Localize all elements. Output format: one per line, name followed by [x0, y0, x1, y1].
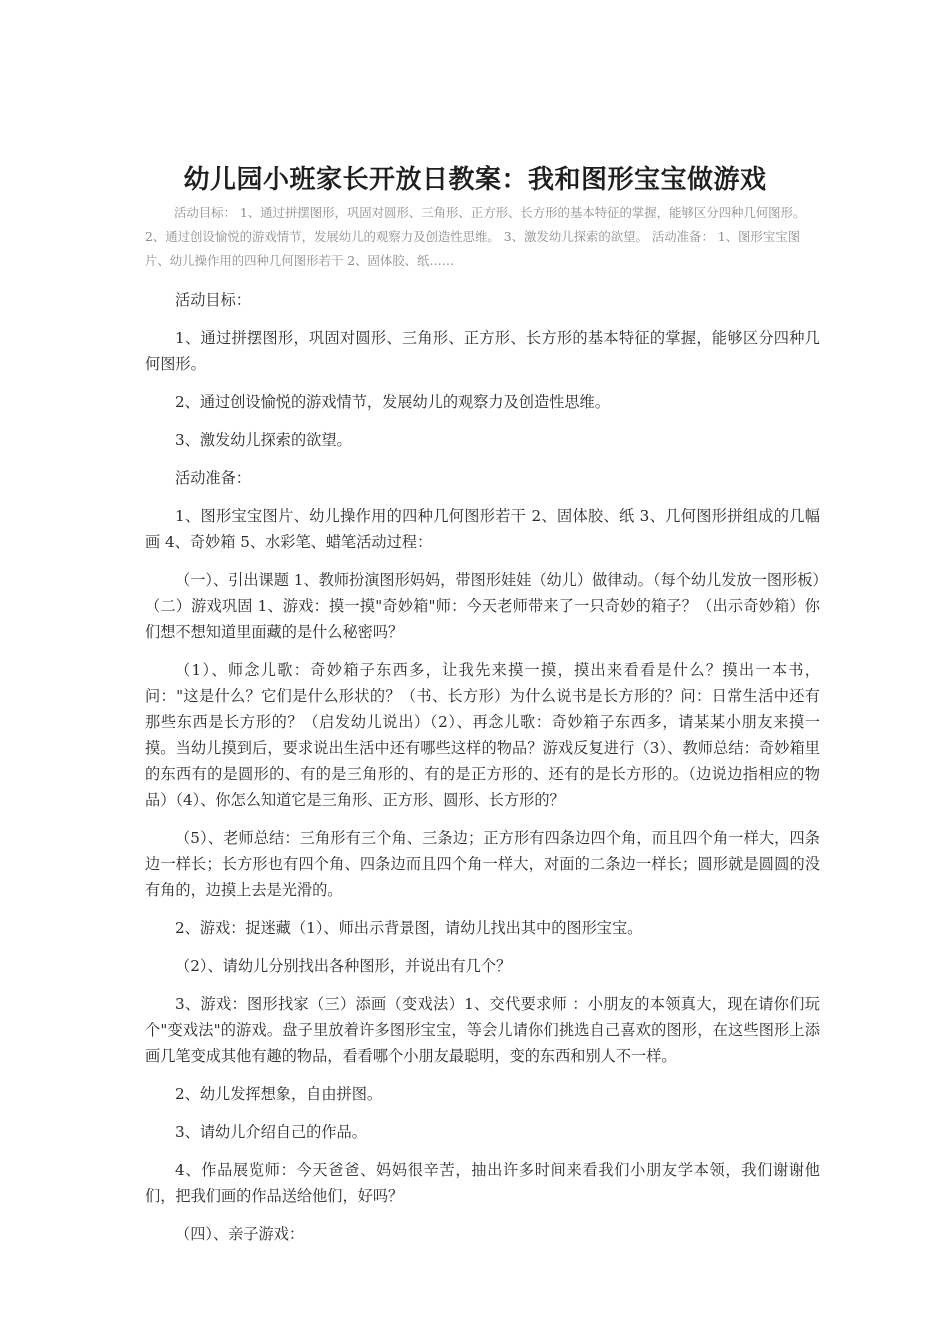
paragraph: （5）、老师总结：三角形有三个角、三条边；正方形有四条边四个角，而且四个角一样大，四条边一样长；长方形也有四个角、四条边而且四个角一样大，对面的二条边一样长；圆形就是圆圆的没有角的，边摸上去是光滑的。	[145, 829, 820, 899]
paragraph: 活动准备：	[175, 469, 251, 487]
document-body	[145, 287, 820, 1255]
paragraph: （四）、亲子游戏：	[175, 1225, 305, 1243]
paragraph: 4、作品展览师：今天爸爸、妈妈很辛苦，抽出许多时间来看我们小朋友学本领，我们谢谢他们，把我们画的作品送给他们，好吗？	[145, 1161, 820, 1205]
paragraph: 1、图形宝宝图片、幼儿操作用的四种几何图形若干 2、固体胶、纸 3、几何图形拼组成的几幅画 4、奇妙箱 5、水彩笔、蜡笔活动过程：	[145, 507, 820, 551]
paragraph: 2、幼儿发挥想象，自由拼图。	[175, 1085, 383, 1103]
document-summary: 活动目标： 1、通过拼摆图形，巩固对圆形、三角形、正方形、长方形的基本特征的掌握，能够区分四种几何图形。2、通过创设愉悦的游戏情节，发展幼儿的观察力及创造性思维。 3、激发幼儿探索的欲望。 活动准备： 1、图形宝宝图片、幼儿操作用的四种几何图形若干 2、固体胶、纸……	[145, 205, 806, 268]
paragraph: （一）、引出课题 1、教师扮演图形妈妈，带图形娃娃（幼儿）做律动。（每个幼儿发放一图形板）（二）游戏巩固 1、游戏：摸一摸"奇妙箱"师：今天老师带来了一只奇妙的箱子？（出示奇妙箱）你们想不想知道里面藏的是什么秘密吗？	[145, 571, 820, 641]
paragraph: （1）、师念儿歌：奇妙箱子东西多，让我先来摸一摸，摸出来看看是什么？摸出一本书，问："这是什么？它们是什么形状的？（书、长方形）为什么说书是长方形的？问：日常生活中还有那些东西是长方形的？（启发幼儿说出）（2）、再念儿歌：奇妙箱子东西多，请某某小朋友来摸一摸。当幼儿摸到后，要求说出生活中还有哪些这样的物品？游戏反复进行（3）、教师总结：奇妙箱里的东西有的是圆形的、有的是三角形的、有的是正方形的、还有的是长方形的。（边说边指相应的物品）（4）、你怎么知道它是三角形、正方形、圆形、长方形的？	[145, 661, 820, 809]
paragraph: 2、通过创设愉悦的游戏情节，发展幼儿的观察力及创造性思维。	[175, 393, 610, 411]
paragraph: 1、通过拼摆图形，巩固对圆形、三角形、正方形、长方形的基本特征的掌握，能够区分四种几何图形。	[145, 329, 820, 373]
paragraph: 活动目标：	[175, 291, 251, 309]
paragraph: 3、游戏：图形找家（三）添画（变戏法）1、交代要求师 ：小朋友的本领真大，现在请你们玩个"变戏法"的游戏。盘子里放着许多图形宝宝，等会儿请你们挑选自己喜欢的图形，在这些图形上添画几笔变成其他有趣的物品，看看哪个小朋友最聪明，变的东西和别人不一样。	[145, 995, 820, 1065]
paragraph: 3、请幼儿介绍自己的作品。	[175, 1123, 367, 1141]
paragraph: 2、游戏：捉迷藏（1）、师出示背景图，请幼儿找出其中的图形宝宝。	[175, 919, 643, 937]
paragraph: （2）、请幼儿分别找出各种图形，并说出有几个？	[175, 957, 512, 975]
paragraph: 3、激发幼儿探索的欲望。	[175, 431, 352, 449]
document-title: 幼儿园小班家长开放日教案：我和图形宝宝做游戏	[183, 165, 767, 196]
